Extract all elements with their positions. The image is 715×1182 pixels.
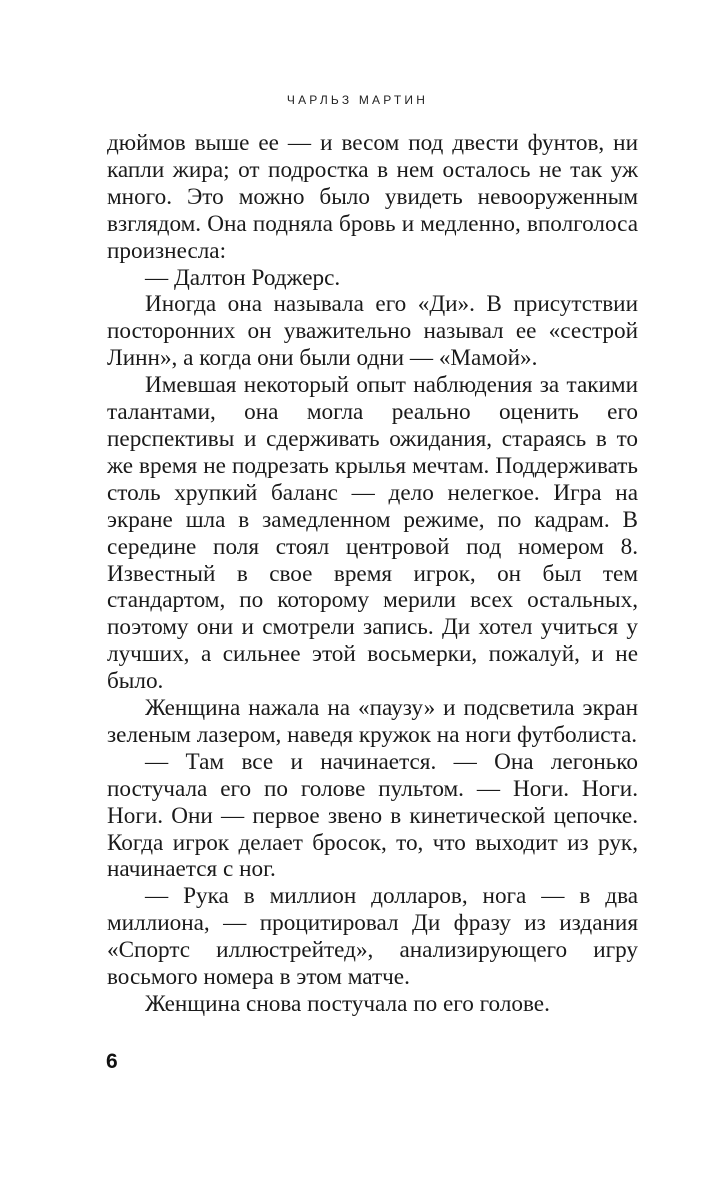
paragraph: — Там все и начинается. — Она легонько постучала его по голове пультом. — Ноги. Ноги. Ноги. Они — первое звено в кинетической цепочке. Когда игрок делает бросок, то, что выходит из рук, начинается с ног.	[107, 748, 638, 883]
paragraph: Иногда она называла его «Ди». В присутствии посторонних он уважительно называл ее «сестрой Линн», а когда они были одни — «Мамой».	[107, 291, 638, 372]
running-head: ЧАРЛЬЗ МАРТИН	[286, 93, 429, 107]
body-text	[107, 130, 638, 1018]
paragraph: Женщина нажала на «паузу» и подсветила экран зеленым лазером, наведя кружок на ноги футболиста.	[107, 695, 638, 748]
paragraph: Имевшая некоторый опыт наблюдения за такими талантами, она могла реально оценить его перспективы и сдерживать ожидания, стараясь в то же время не подрезать крылья мечтам. Поддерживать столь хрупкий баланс — дело нелегкое. Игра на экране шла в замедленном режиме, по кадрам. В середине поля стоял центровой под номером 8. Известный в свое время игрок, он был тем стандартом, по которому мерили всех остальных, поэтому они и смотрели запись. Ди хотел учиться у лучших, а сильнее этой восьмерки, пожалуй, и не было.	[107, 372, 638, 695]
paragraph: — Далтон Роджерс.	[145, 264, 341, 291]
page-number: 6	[106, 1050, 118, 1073]
paragraph: Женщина снова постучала по его голове.	[145, 991, 550, 1017]
paragraph: — Рука в миллион долларов, нога — в два миллиона, — процитировал Ди фразу из издания «Спортс иллюстрейтед», анализирующего игру восьмого номера в этом матче.	[107, 883, 638, 991]
paragraph: дюймов выше ее — и весом под двести фунтов, ни капли жира; от подростка в нем осталось не так уж много. Это можно было увидеть невооруженным взглядом. Она подняла бровь и медленно, вполголоса произнесла:	[107, 130, 638, 264]
